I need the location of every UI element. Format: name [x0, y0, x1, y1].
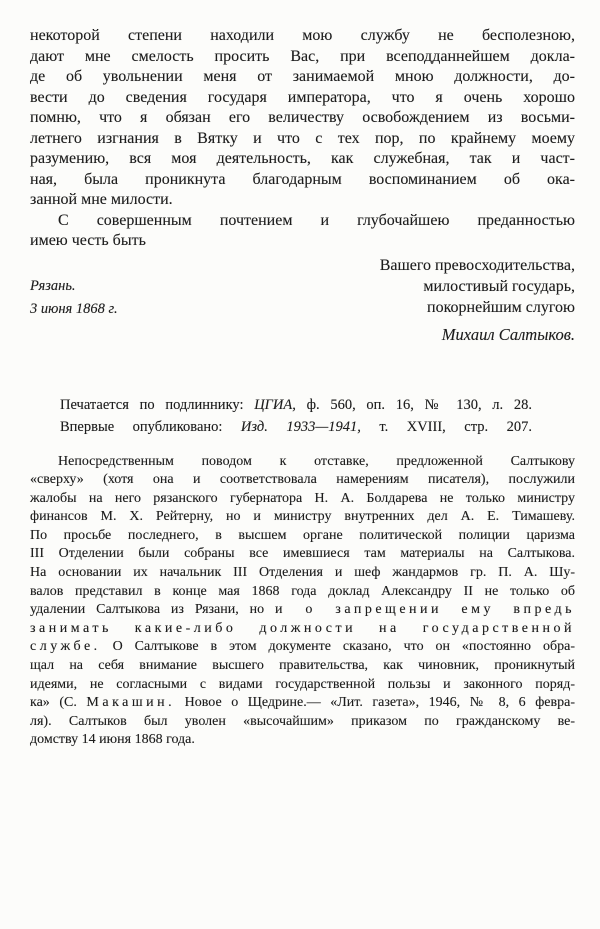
commentary-emphasis-spaced: службе.: [30, 639, 101, 655]
provenance-printed-label: Печатается по подлиннику:: [60, 396, 244, 413]
letter-body: [30, 26, 575, 252]
commentary-text: удалении Салтыкова из Рязани, но: [30, 602, 276, 618]
signature: Михаил Салтыков.: [441, 324, 575, 344]
commentary-emphasis-spaced: и о запрещении ему впредь: [275, 602, 576, 618]
commentary-line: жалобы на него рязанского губернатора Н. А. Болдарева не только министру: [30, 490, 575, 506]
provenance-block: [60, 394, 532, 438]
provenance-printed-source: ЦГИА,: [243, 396, 296, 413]
provenance-printed: [60, 394, 532, 416]
letter-line: имею честь быть: [30, 232, 146, 249]
commentary-line: III Отделении были собраны все имевшиеся там материалы на Салтыкова.: [30, 546, 575, 562]
letter-line: разумению, вся моя деятельность, как служебная, так и част-: [30, 150, 575, 167]
letter-line: вести до сведения государя императора, что я очень хорошо: [30, 88, 575, 106]
provenance-published: [60, 416, 532, 438]
commentary-line: идеями, не согласными с видами государственной пользы и законного поряд-: [30, 676, 575, 692]
commentary-line: На основании их начальник III Отделения и шеф жандармов гр. П. А. Шу-: [30, 565, 575, 581]
commentary-text: ка» (С.: [30, 695, 87, 711]
commentary-line: [30, 694, 575, 713]
commentary-line: «сверху» (хотя она и соответствовала намерениям писателя), послужили: [30, 472, 575, 488]
closing-line: покорнейшим слугою: [427, 298, 575, 316]
dateline-place: Рязань.: [30, 277, 76, 294]
dateline-date: 3 июня 1868 г.: [30, 300, 118, 317]
commentary-text: О Салтыкове в этом документе сказано, что он «постоянно обра-: [100, 639, 575, 655]
provenance-published-source: Изд. 1933—1941,: [222, 418, 361, 435]
commentary-line: валов представил в конце мая 1868 года доклад Александру II не только об: [30, 583, 575, 599]
letter-closing: [30, 255, 575, 345]
provenance-printed-ref: ф. 560, оп. 16, № 130, л. 28.: [295, 396, 532, 413]
commentary-line: ля). Салтыков был уволен «высочайшим» приказом по гражданскому ве-: [30, 713, 575, 729]
commentary-author-spaced: Макашин.: [86, 695, 176, 711]
letter-line: некоторой степени находили мою службу не бесполезною,: [30, 27, 575, 44]
commentary-line: [30, 638, 575, 657]
provenance-published-ref: т. XVIII, стр. 207.: [360, 418, 533, 435]
commentary-block: [30, 453, 575, 751]
commentary-emphasis-spaced: занимать какие-либо должности на государственной: [30, 620, 575, 636]
commentary-text: Новое о Щедрине.— «Лит. газета», 1946, № 8, 6 февра-: [175, 695, 575, 711]
dateline: [30, 275, 118, 321]
letter-line: занной мне милости.: [30, 191, 173, 208]
letter-line: летнего изгнания в Вятку и что с тех пор, по крайнему моему: [30, 129, 575, 147]
letter-line: де об увольнении меня от занимаемой мною должности, до-: [30, 68, 575, 85]
provenance-published-label: Впервые опубликовано:: [60, 418, 223, 435]
commentary-line: домству 14 июня 1868 года.: [30, 732, 195, 748]
letter-line: С совершенным почтением и глубочайшею преданностью: [58, 211, 575, 229]
closing-line: Вашего превосходительства,: [379, 256, 575, 274]
commentary-line: Непосредственным поводом к отставке, предложенной Салтыкову: [58, 453, 575, 469]
commentary-line: щал на себя внимание высшего правительства, как чиновник, проникнутый: [30, 658, 575, 674]
commentary-line: финансов М. Х. Рейтерну, но и министру внутренних дел А. Е. Тимашеву.: [30, 509, 575, 525]
letter-line: дают мне смелость просить Вас, при всеподданнейшем докла-: [30, 47, 575, 65]
commentary-line: [30, 620, 575, 639]
letter-line: ная, была проникнута благодарным воспоминанием об ока-: [30, 170, 575, 188]
closing-line: милостивый государь,: [423, 277, 575, 295]
letter-line: помню, что я обязан его величеству освобождением из восьми-: [30, 109, 575, 126]
commentary-line: По просьбе последнего, в высшем органе политической полиции царизма: [30, 527, 575, 543]
commentary-line: [30, 601, 575, 620]
